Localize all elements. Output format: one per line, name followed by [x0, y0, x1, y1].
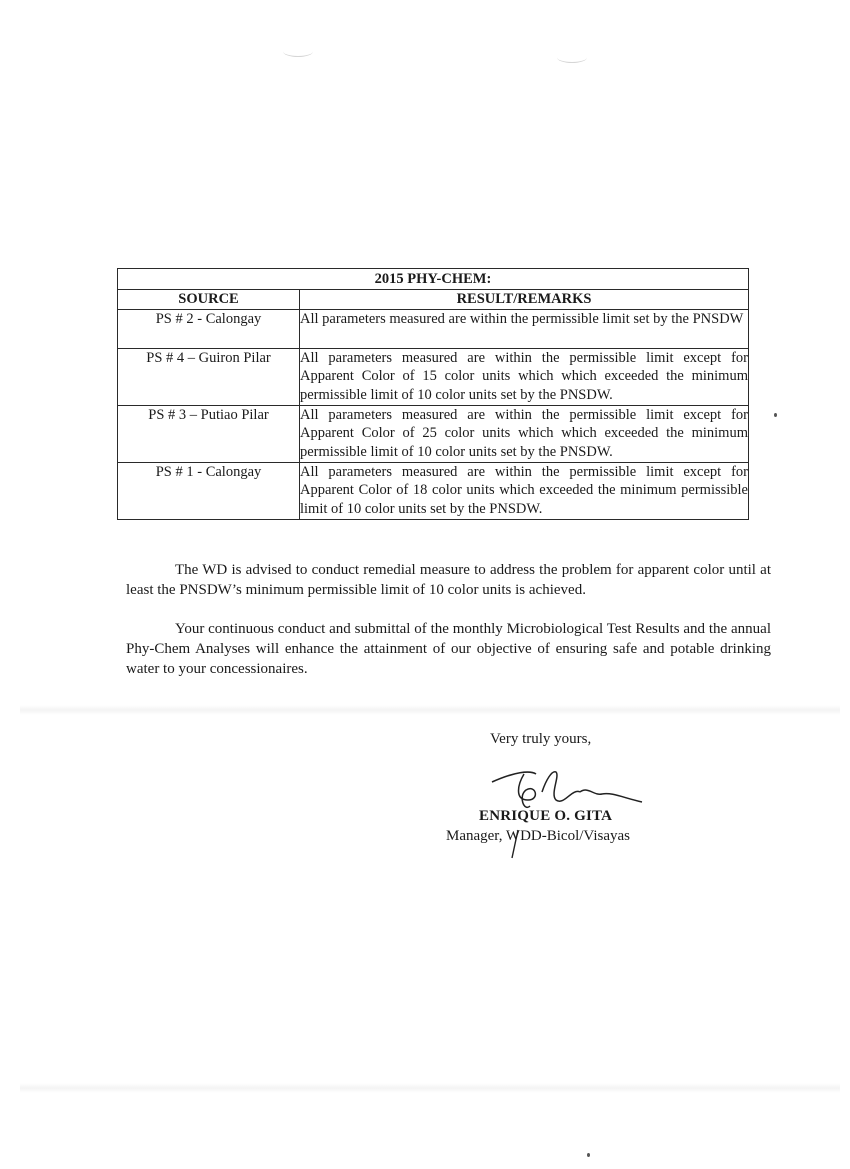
remarks-cell: All parameters measured are within the permissible limit set by the PNSDW	[300, 309, 749, 348]
remarks-cell: All parameters measured are within the permissible limit except for Apparent Color of 18 color units which exceeded the minimum permissible limit of 10 color units set by the PNSDW.	[300, 462, 749, 519]
table-title: 2015 PHY-CHEM:	[118, 269, 749, 290]
closing-paragraph: Your continuous conduct and submittal of the monthly Microbiological Test Results and the annual Phy-Chem Analyses will enhance the attainment of our objective of ensuring safe and potable drinking water to your concessionaires.	[126, 621, 771, 677]
scan-artifact	[283, 46, 313, 57]
table-row	[118, 309, 749, 348]
source-cell: PS # 2 - Calongay	[118, 309, 300, 348]
table-title-row	[118, 269, 749, 290]
source-cell: PS # 4 – Guiron Pilar	[118, 348, 300, 405]
complimentary-close: Very truly yours,	[490, 731, 592, 747]
column-header-remarks: RESULT/REMARKS	[300, 290, 749, 310]
source-cell: PS # 3 – Putiao Pilar	[118, 405, 300, 462]
signer-title: Manager, WDD-Bicol/Visayas	[446, 828, 631, 844]
scan-speck	[587, 1153, 590, 1157]
scan-fold-line	[20, 1083, 840, 1093]
remarks-cell: All parameters measured are within the permissible limit except for Apparent Color of 25 color units which which exceeded the minimum permissible limit of 10 color units set by the PNSDW.	[300, 405, 749, 462]
table-row	[118, 405, 749, 462]
remarks-cell: All parameters measured are within the permissible limit except for Apparent Color of 15 color units which which exceeded the minimum permissible limit of 10 color units set by the PNSDW.	[300, 348, 749, 405]
table-row	[118, 462, 749, 519]
source-cell: PS # 1 - Calongay	[118, 462, 300, 519]
results-table	[117, 268, 749, 520]
table-header-row	[118, 290, 749, 310]
column-header-source: SOURCE	[118, 290, 300, 310]
scan-artifact	[557, 52, 587, 63]
scan-speck	[774, 413, 777, 417]
scan-fold-line	[20, 705, 840, 715]
table-row	[118, 348, 749, 405]
recommendation-paragraph: The WD is advised to conduct remedial measure to address the problem for apparent color until at least the PNSDW’s minimum permissible limit of 10 color units is achieved.	[126, 562, 771, 598]
signer-name: ENRIQUE O. GITA	[479, 808, 613, 824]
